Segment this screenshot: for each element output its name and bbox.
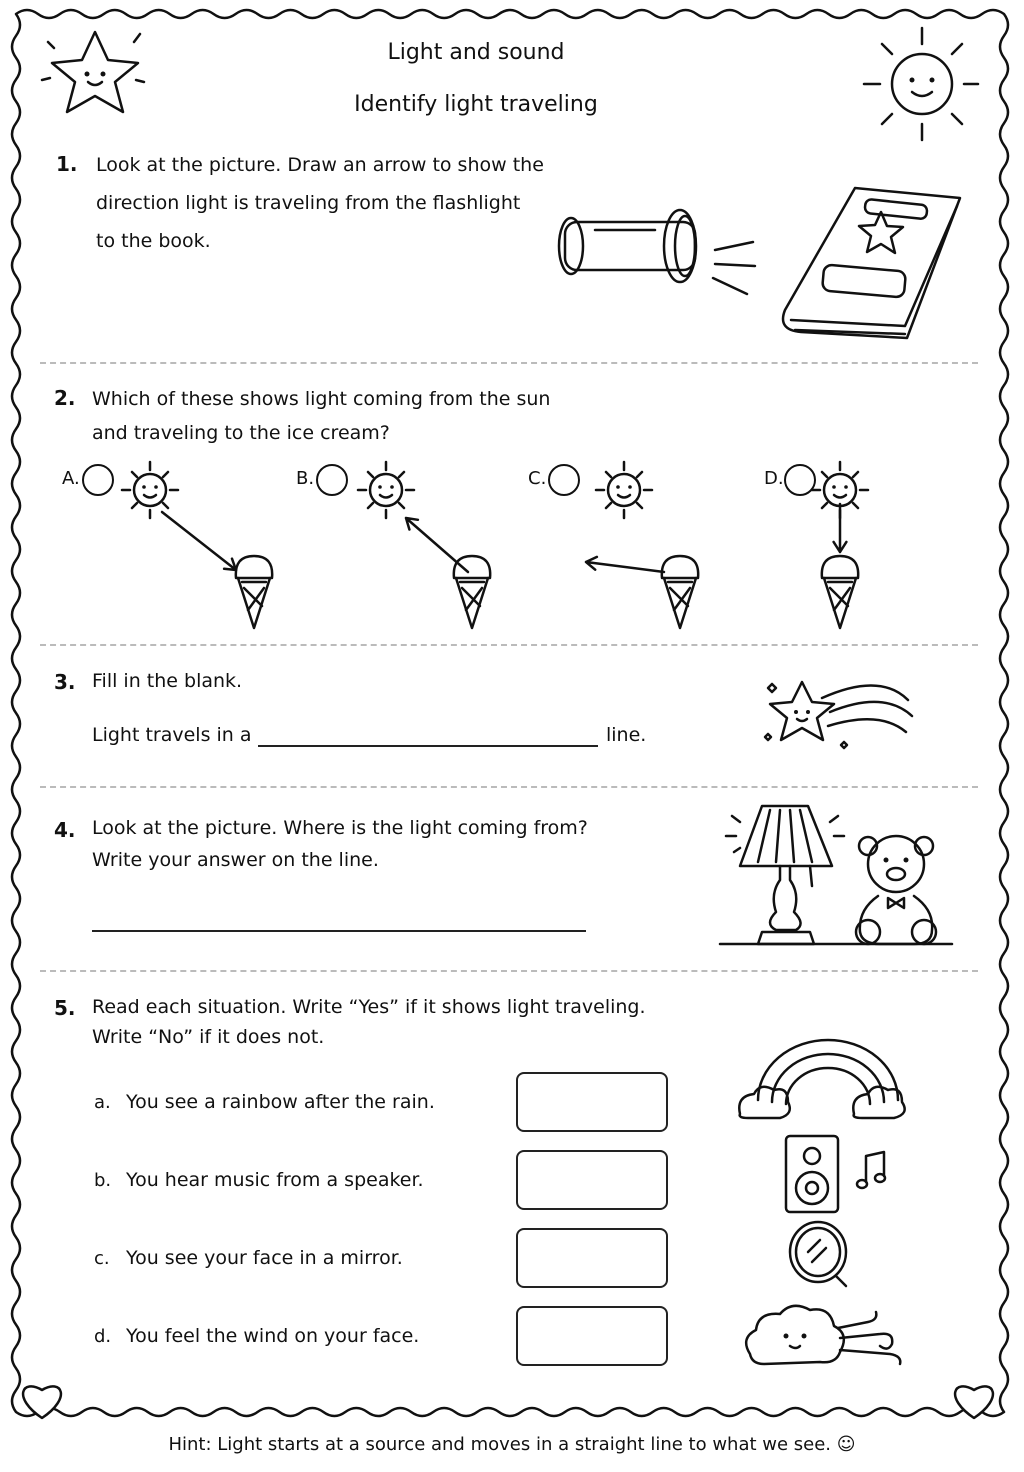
yes-no-answer-box[interactable] — [516, 1150, 668, 1210]
worksheet-title: Light and sound — [387, 40, 565, 65]
situation-letter: a. — [94, 1092, 111, 1113]
section-divider — [40, 362, 978, 364]
worksheet-subtitle: Identify light traveling — [354, 92, 598, 117]
heart-icon — [23, 1386, 61, 1418]
ice-cream-icon — [236, 556, 272, 628]
mirror-icon — [786, 1220, 856, 1290]
question-2-number: 2. — [54, 386, 76, 410]
light-direction-arrow — [162, 512, 236, 570]
question-5-text — [92, 992, 692, 1052]
question-3-instruction: Fill in the blank. — [92, 670, 243, 692]
option-picture — [532, 460, 752, 630]
sun-icon — [358, 462, 414, 518]
yes-no-answer-box[interactable] — [516, 1072, 668, 1132]
question-4-number: 4. — [54, 818, 76, 842]
question-4-text — [92, 812, 612, 876]
question-2-line: and traveling to the ice cream? — [92, 422, 390, 444]
smiling-star-icon — [40, 22, 150, 122]
hint-text: Hint: Light starts at a source and moves in a straight line to what we see. ☺ — [168, 1434, 856, 1455]
option-label: C. — [528, 468, 547, 489]
section-divider — [40, 970, 978, 972]
question-4-line: Look at the picture. Where is the light coming from? — [92, 817, 588, 839]
question-3-sentence-end: line. — [606, 724, 647, 746]
lamp-and-teddy-bear-picture — [718, 800, 958, 950]
situation-text: You see a rainbow after the rain. — [126, 1091, 435, 1113]
situation-letter: c. — [94, 1248, 110, 1269]
sun-icon — [122, 462, 178, 518]
question-1-number: 1. — [56, 152, 78, 176]
situation-text: You feel the wind on your face. — [126, 1325, 420, 1347]
speaker-and-music-icon — [782, 1132, 892, 1216]
question-4-line: Write your answer on the line. — [92, 849, 379, 871]
ice-cream-icon — [454, 556, 490, 628]
shooting-star-icon — [760, 670, 920, 760]
light-direction-arrow — [406, 518, 468, 572]
question-1-text — [96, 146, 576, 260]
question-1-line: to the book. — [96, 230, 211, 252]
question-3-number: 3. — [54, 670, 76, 694]
question-4-answer-line[interactable] — [92, 930, 586, 932]
option-picture — [768, 460, 988, 630]
situation-text: You see your face in a mirror. — [126, 1247, 403, 1269]
option-label: A. — [62, 468, 80, 489]
situation-letter: b. — [94, 1170, 112, 1191]
light-direction-arrow — [834, 504, 847, 552]
option-label: B. — [296, 468, 315, 489]
rainbow-icon — [734, 1030, 924, 1130]
teddy-bear-icon — [856, 836, 936, 944]
heart-icon — [955, 1386, 993, 1418]
question-2-line: Which of these shows light coming from the sun — [92, 388, 551, 410]
flashlight-icon — [559, 210, 696, 282]
question-3-sentence-start: Light travels in a — [92, 724, 252, 746]
question-1-line: Look at the picture. Draw an arrow to show the — [96, 154, 544, 176]
yes-no-answer-box[interactable] — [516, 1306, 668, 1366]
smiling-sun-icon — [860, 24, 980, 144]
wind-cloud-icon — [740, 1298, 910, 1378]
ice-cream-icon — [822, 556, 858, 628]
section-divider — [40, 644, 978, 646]
question-2-text — [92, 382, 612, 450]
sun-icon — [596, 462, 652, 518]
book-icon — [783, 188, 960, 338]
option-picture — [300, 460, 520, 630]
question-1-line: direction light is traveling from the flashlight — [96, 192, 521, 214]
option-picture — [66, 460, 286, 630]
question-5-line: Read each situation. Write “Yes” if it shows light traveling. — [92, 996, 646, 1018]
yes-no-answer-box[interactable] — [516, 1228, 668, 1288]
situation-text: You hear music from a speaker. — [126, 1169, 424, 1191]
lamp-icon — [726, 806, 844, 944]
flashlight-and-book-picture[interactable] — [555, 180, 975, 350]
light-direction-arrow — [586, 557, 664, 572]
option-label: D. — [764, 468, 784, 489]
question-3-answer-blank[interactable] — [258, 745, 598, 747]
question-5-number: 5. — [54, 996, 76, 1020]
situation-letter: d. — [94, 1326, 112, 1347]
ice-cream-icon — [662, 556, 698, 628]
question-5-line: Write “No” if it does not. — [92, 1026, 325, 1048]
section-divider — [40, 786, 978, 788]
